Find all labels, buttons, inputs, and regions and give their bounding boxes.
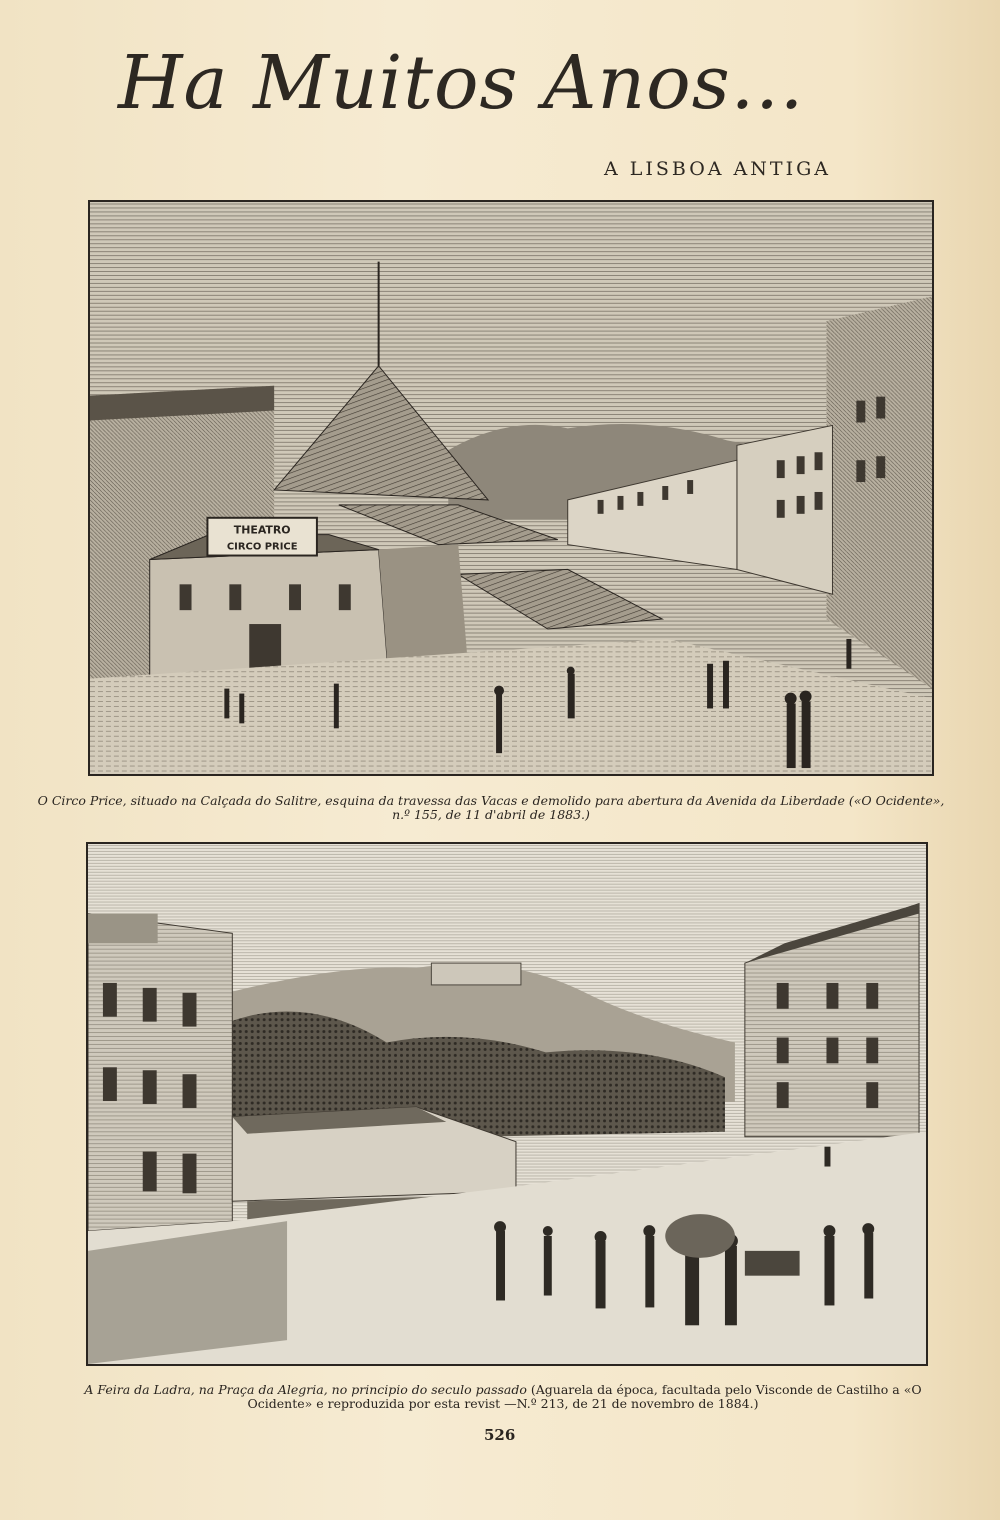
theatre-sign: THEATRO bbox=[233, 523, 291, 537]
caption-circo-price: O Circo Price, situado na Calçada do Salitre, esquina da travessa das Vacas e demolido para abertura da Avenida da Liberdade («O Ocidente», n.º 155, de 11 d'abril de 1883.) bbox=[37, 793, 945, 822]
caption-feira-da-ladra-title: A Feira da Ladra, na Praça da Alegria, no principio do seculo passado bbox=[84, 1382, 527, 1397]
svg-text:CIRCO PRICE: CIRCO PRICE bbox=[226, 541, 298, 553]
engraving-circo-price bbox=[88, 200, 934, 776]
circo-price-illustration bbox=[90, 202, 932, 774]
caption-feira-da-ladra bbox=[58, 1383, 948, 1411]
page-subtitle: A LISBOA ANTIGA bbox=[604, 158, 831, 180]
caption-feira-da-ladra-source: (Aguarela da época, facultada pelo Visconde de Castilho a «O Ocidente» e reproduzida por esta revist —N.º 213, de 21 de novembro de 1884.) bbox=[247, 1382, 922, 1411]
feira-da-ladra-illustration bbox=[88, 844, 926, 1364]
page-number: 526 bbox=[484, 1426, 516, 1444]
page-title: Ha Muitos Anos... bbox=[118, 40, 805, 126]
engraving-feira-da-ladra bbox=[86, 842, 928, 1366]
